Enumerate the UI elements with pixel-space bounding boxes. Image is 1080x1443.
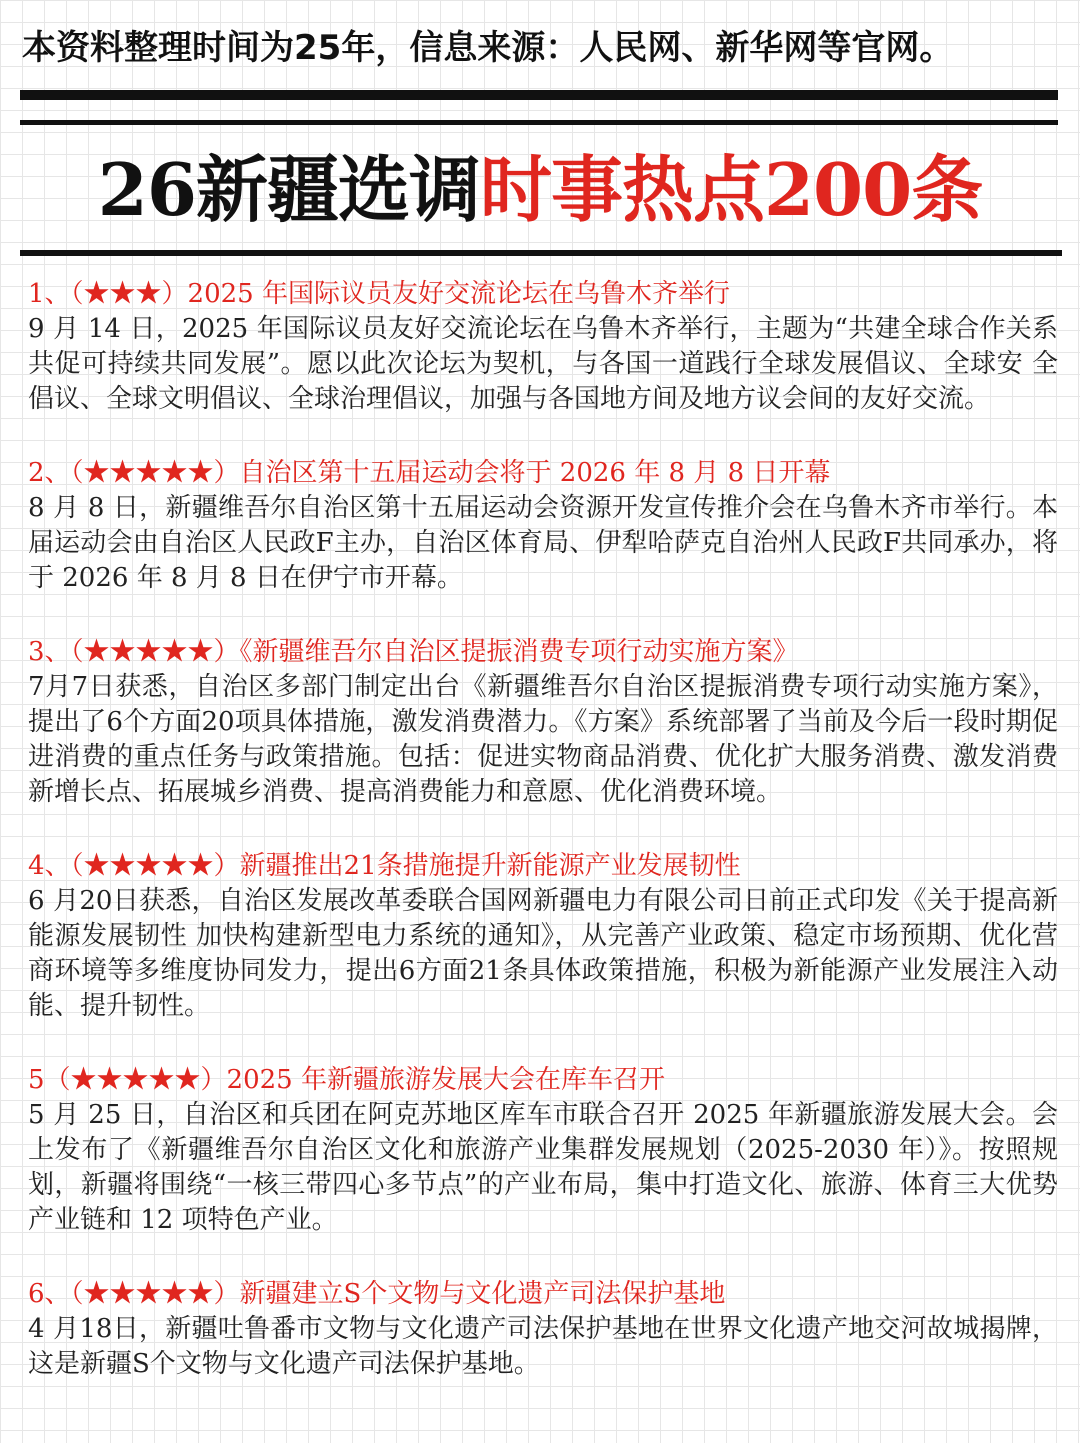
news-item-title: 2、（★★★★★）自治区第十五届运动会将于 2026 年 8 月 8 日开幕 <box>28 458 831 488</box>
news-item-6 <box>28 1276 1058 1382</box>
news-item-list <box>28 276 1058 1420</box>
news-item-title: 6、（★★★★★）新疆建立S个文物与文化遗产司法保护基地 <box>28 1279 726 1309</box>
news-item-body: 5 月 25 日，自治区和兵团在阿克苏地区库车市联合召开 2025 年新疆旅游发展大会。会上发布了《新疆维吾尔自治区文化和旅游产业集群发展规划（2025-2030 年）》。按照规划，新疆将围绕“一核三带四心多节点”的产业布局，集中打造文化、旅游、体育三大优势产业链和 12 项特色产业。 <box>28 1100 1058 1235</box>
news-item-3 <box>28 634 1058 810</box>
news-item-4 <box>28 848 1058 1024</box>
top-divider-thin <box>20 120 1058 125</box>
news-item-title: 4、（★★★★★）新疆推出21条措施提升新能源产业发展韧性 <box>28 851 741 881</box>
news-item-body: 8 月 8 日，新疆维吾尔自治区第十五届运动会资源开发宣传推介会在乌鲁木齐市举行。本届运动会由自治区人民政F主办，自治区体育局、伊犁哈萨克自治州人民政F共同承办，将于 2026 年 8 月 8 日在伊宁市开幕。 <box>28 493 1058 593</box>
news-item-title: 1、（★★★）2025 年国际议员友好交流论坛在乌鲁木齐举行 <box>28 279 730 309</box>
source-note: 本资料整理时间为25年，信息来源：人民网、新华网等官网。 <box>22 28 954 68</box>
news-item-body: 4 月18日，新疆吐鲁番市文物与文化遗产司法保护基地在世界文化遗产地交河故城揭牌，这是新疆S个文物与文化遗产司法保护基地。 <box>28 1314 1058 1379</box>
title-red-part: 时事热点200条 <box>479 147 983 232</box>
news-item-2 <box>28 455 1058 596</box>
top-divider-thick <box>20 90 1058 100</box>
title-divider <box>20 250 1062 256</box>
page-title <box>0 140 1080 240</box>
news-item-body: 9 月 14 日，2025 年国际议员友好交流论坛在乌鲁木齐举行，主题为“共建全球合作关系 共促可持续共同发展”。愿以此次论坛为契机，与各国一道践行全球发展倡议、全球安 全倡议、全球文明倡议、全球治理倡议，加强与各国地方间及地方议会间的友好交流。 <box>28 314 1058 414</box>
news-item-body: 6 月20日获悉，自治区发展改革委联合国网新疆电力有限公司日前正式印发《关于提高新能源发展韧性 加快构建新型电力系统的通知》，从完善产业政策、稳定市场预期、优化营商环境等多维度协同发力，提出6方面21条具体政策措施，积极为新能源产业发展注入动能、提升韧性。 <box>28 886 1058 1021</box>
news-item-body: 7月7日获悉，自治区多部门制定出台《新疆维吾尔自治区提振消费专项行动实施方案》，提出了6个方面20项具体措施，激发消费潜力。《方案》系统部署了当前及今后一段时期促进消费的重点任务与政策措施。包括：促进实物商品消费、优化扩大服务消费、激发消费新增长点、拓展城乡消费、提高消费能力和意愿、优化消费环境。 <box>28 672 1058 807</box>
news-item-title: 3、（★★★★★）《新疆维吾尔自治区提振消费专项行动实施方案》 <box>28 637 799 667</box>
news-item-title: 5（★★★★★）2025 年新疆旅游发展大会在库车召开 <box>28 1065 665 1095</box>
title-black-part: 26新疆选调 <box>97 147 480 232</box>
news-item-5 <box>28 1062 1058 1238</box>
news-item-1 <box>28 276 1058 417</box>
